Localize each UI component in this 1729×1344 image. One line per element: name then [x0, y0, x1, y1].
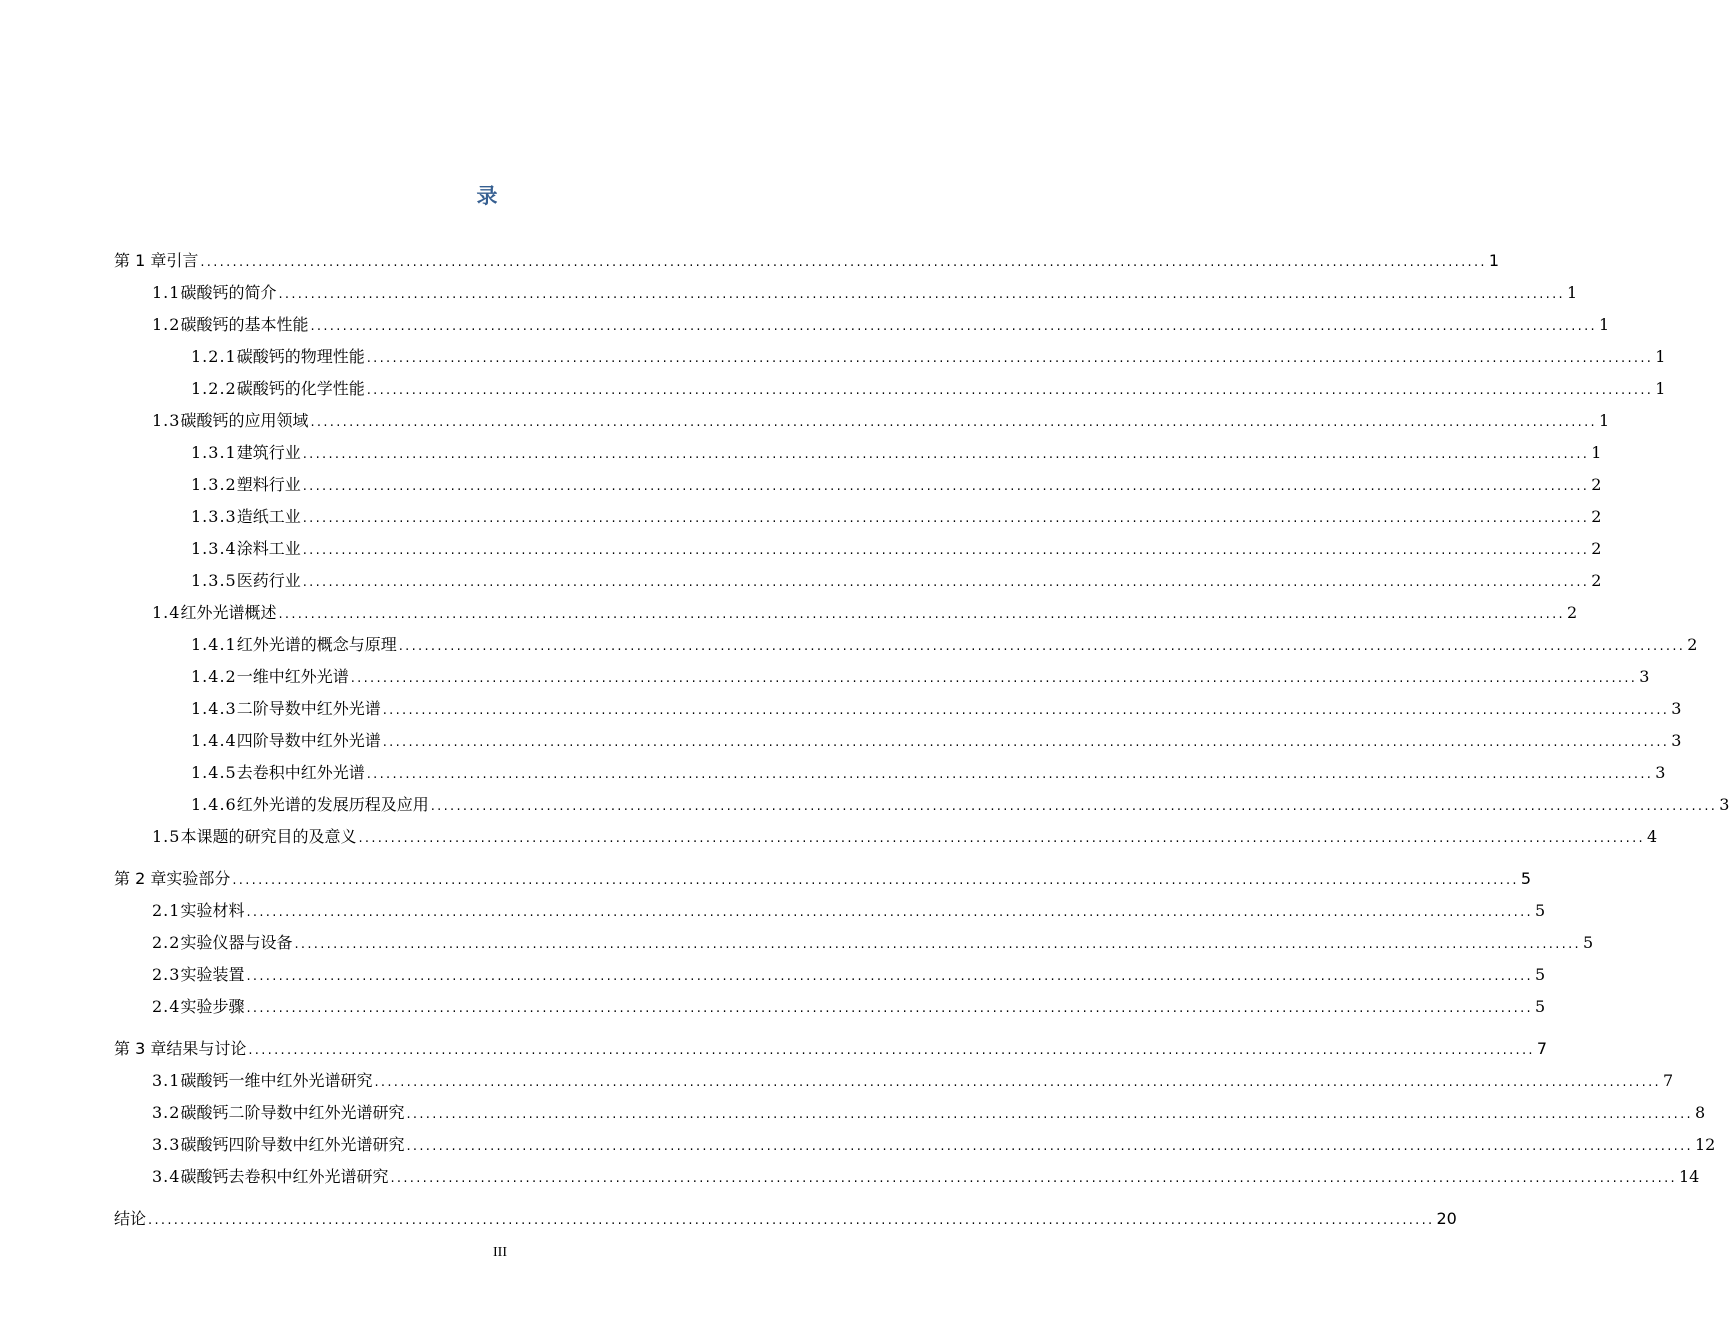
- toc-dot-leader: ........................................................................................................................................................................................................: [390, 1171, 1677, 1186]
- toc-entry[interactable]: [114, 1203, 1457, 1235]
- toc-entry-number: 1.3.5: [191, 571, 237, 590]
- toc-dot-leader: ........................................................................................................................................................................................................: [310, 319, 1597, 334]
- toc-entry[interactable]: [114, 437, 1602, 469]
- toc-entry-page: 7: [1536, 1039, 1548, 1058]
- toc-dot-leader: ........................................................................................................................................................................................................: [382, 703, 1670, 718]
- toc-entry-number: 第 3 章: [114, 1039, 167, 1058]
- toc-entry[interactable]: [114, 597, 1578, 629]
- toc-entry-number: 1.3.2: [191, 475, 237, 494]
- toc-entry-page: 1: [1591, 443, 1602, 462]
- toc-entry-number: 1.4.4: [191, 731, 237, 750]
- toc-entry[interactable]: [114, 405, 1610, 437]
- toc-entry-label: 实验材料: [180, 901, 245, 920]
- toc-entry[interactable]: [114, 959, 1546, 991]
- toc-entry-label: 碳酸钙的应用领域: [180, 411, 309, 430]
- toc-dot-leader: ........................................................................................................................................................................................................: [278, 607, 1565, 622]
- toc-entry-number: 1.2: [152, 315, 181, 334]
- toc-entry-label: 二阶导数中红外光谱: [236, 699, 381, 718]
- toc-dot-leader: ........................................................................................................................................................................................................: [350, 671, 1638, 686]
- toc-entry-page: 1: [1655, 379, 1666, 398]
- toc-entry[interactable]: [114, 927, 1594, 959]
- toc-entry-page: 3: [1671, 731, 1682, 750]
- toc-entry-number: 1.3.3: [191, 507, 237, 526]
- toc-entry-number: 2.2: [152, 933, 181, 952]
- toc-entry-number: 第 2 章: [114, 869, 167, 888]
- toc-entry-label: 红外光谱的发展历程及应用: [236, 795, 429, 814]
- toc-entry[interactable]: [114, 991, 1546, 1023]
- toc-entry-label: 碳酸钙一维中红外光谱研究: [180, 1071, 373, 1090]
- toc-entry[interactable]: [114, 245, 1500, 277]
- toc-entry-label: 塑料行业: [236, 475, 301, 494]
- toc-dot-leader: ........................................................................................................................................................................................................: [148, 1213, 1435, 1228]
- toc-entry-number: 3.3: [152, 1135, 181, 1154]
- toc-entry[interactable]: [114, 821, 1658, 853]
- toc-entry-page: 4: [1646, 827, 1658, 846]
- toc-entry-page: 2: [1591, 539, 1602, 558]
- toc-entry-number: 1.2.2: [191, 379, 237, 398]
- toc-entry-page: 5: [1534, 997, 1546, 1016]
- toc-entry-page: 5: [1582, 933, 1594, 952]
- toc-entry[interactable]: [114, 277, 1578, 309]
- toc-dot-leader: ........................................................................................................................................................................................................: [246, 905, 1533, 920]
- toc-entry-label: 医药行业: [236, 571, 301, 590]
- toc-entry-number: 1.4.3: [191, 699, 237, 718]
- toc-entry-page: 1: [1655, 347, 1666, 366]
- toc-entry[interactable]: [114, 565, 1602, 597]
- toc-entry-number: 1.3.4: [191, 539, 237, 558]
- toc-dot-leader: ........................................................................................................................................................................................................: [406, 1139, 1693, 1154]
- toc-dot-leader: ........................................................................................................................................................................................................: [302, 479, 1590, 494]
- toc-dot-leader: ........................................................................................................................................................................................................: [366, 351, 1654, 366]
- toc-entry-label: 碳酸钙的物理性能: [236, 347, 365, 366]
- toc-entry[interactable]: [114, 469, 1602, 501]
- toc-entry-page: 1: [1488, 251, 1500, 270]
- toc-entry-label: 实验步骤: [180, 997, 245, 1016]
- toc-entry[interactable]: [114, 309, 1610, 341]
- toc-dot-leader: ........................................................................................................................................................................................................: [302, 447, 1590, 462]
- toc-dot-leader: ........................................................................................................................................................................................................: [358, 831, 1645, 846]
- toc-entry-number: 1.4: [152, 603, 181, 622]
- toc-entry-label: 碳酸钙的基本性能: [180, 315, 309, 334]
- toc-entry-label: 结论: [114, 1209, 147, 1228]
- toc-entry-label: 红外光谱的概念与原理: [236, 635, 397, 654]
- toc-entry-label: 一维中红外光谱: [236, 667, 349, 686]
- toc-entry-number: 1.4.2: [191, 667, 237, 686]
- toc-entry[interactable]: [114, 533, 1602, 565]
- toc-entry-page: 2: [1566, 603, 1578, 622]
- toc-entry-page: 2: [1591, 571, 1602, 590]
- toc-entry-number: 1.4.6: [191, 795, 237, 814]
- toc-dot-leader: ........................................................................................................................................................................................................: [278, 287, 1565, 302]
- toc-entry-label: 碳酸钙二阶导数中红外光谱研究: [180, 1103, 405, 1122]
- toc-entry-number: 2.3: [152, 965, 181, 984]
- toc-entry-label: 碳酸钙去卷积中红外光谱研究: [180, 1167, 389, 1186]
- toc-entry-label: 去卷积中红外光谱: [236, 763, 365, 782]
- toc-dot-leader: ........................................................................................................................................................................................................: [246, 1001, 1533, 1016]
- toc-entry[interactable]: [114, 895, 1546, 927]
- toc-entry-number: 1.4.5: [191, 763, 237, 782]
- toc-entry-label: 建筑行业: [236, 443, 301, 462]
- toc-entry[interactable]: [114, 1033, 1548, 1065]
- toc-dot-leader: ........................................................................................................................................................................................................: [302, 543, 1590, 558]
- toc-entry[interactable]: [114, 863, 1532, 895]
- toc-entry-page: 1: [1598, 315, 1610, 334]
- toc-dot-leader: ........................................................................................................................................................................................................: [374, 1075, 1661, 1090]
- toc-entry-label: 实验仪器与设备: [180, 933, 293, 952]
- toc-entry[interactable]: [114, 341, 1666, 373]
- toc-dot-leader: ........................................................................................................................................................................................................: [302, 511, 1590, 526]
- toc-dot-leader: ........................................................................................................................................................................................................: [232, 873, 1519, 888]
- toc-entry[interactable]: [114, 501, 1602, 533]
- toc-entry-page: 2: [1591, 475, 1602, 494]
- toc-entry-page: 2: [1687, 635, 1698, 654]
- toc-entry-page: 3: [1655, 763, 1666, 782]
- toc-entry-page: 8: [1694, 1103, 1706, 1122]
- toc-entry-number: 2.1: [152, 901, 181, 920]
- toc-entry-label: 本课题的研究目的及意义: [180, 827, 357, 846]
- toc-entry[interactable]: [114, 1129, 1716, 1161]
- toc-dot-leader: ........................................................................................................................................................................................................: [248, 1043, 1535, 1058]
- toc-entry-page: 5: [1534, 901, 1546, 920]
- table-of-contents: [114, 245, 1729, 1235]
- toc-dot-leader: ........................................................................................................................................................................................................: [398, 639, 1686, 654]
- toc-entry[interactable]: [114, 693, 1682, 725]
- toc-dot-leader: ........................................................................................................................................................................................................: [246, 969, 1533, 984]
- toc-entry-page: 3: [1639, 667, 1650, 686]
- toc-entry-label: 四阶导数中红外光谱: [236, 731, 381, 750]
- toc-entry-label: 红外光谱概述: [180, 603, 277, 622]
- toc-entry[interactable]: [114, 1097, 1706, 1129]
- toc-title: 录: [476, 184, 498, 208]
- toc-entry-number: 1.2.1: [191, 347, 237, 366]
- toc-entry-number: 2.4: [152, 997, 181, 1016]
- toc-entry-label: 实验部分: [166, 869, 231, 888]
- toc-entry-page: 2: [1591, 507, 1602, 526]
- toc-dot-leader: ........................................................................................................................................................................................................: [310, 415, 1597, 430]
- page-number-footer: III: [493, 1245, 507, 1260]
- toc-entry-number: 第 1 章: [114, 251, 167, 270]
- toc-dot-leader: ........................................................................................................................................................................................................: [406, 1107, 1693, 1122]
- toc-entry-page: 7: [1662, 1071, 1674, 1090]
- toc-dot-leader: ........................................................................................................................................................................................................: [366, 767, 1654, 782]
- toc-entry-page: 14: [1678, 1167, 1700, 1186]
- toc-entry[interactable]: [114, 757, 1666, 789]
- toc-dot-leader: ........................................................................................................................................................................................................: [294, 937, 1581, 952]
- toc-entry-number: 1.4.1: [191, 635, 237, 654]
- toc-entry[interactable]: [114, 1065, 1674, 1097]
- toc-entry-number: 3.2: [152, 1103, 181, 1122]
- toc-entry-number: 1.3.1: [191, 443, 237, 462]
- toc-entry-page: 3: [1719, 795, 1729, 814]
- toc-entry-label: 实验装置: [180, 965, 245, 984]
- toc-entry-label: 结果与讨论: [166, 1039, 247, 1058]
- toc-entry-label: 引言: [166, 251, 199, 270]
- toc-entry[interactable]: [114, 661, 1650, 693]
- toc-dot-leader: ........................................................................................................................................................................................................: [200, 255, 1487, 270]
- toc-entry[interactable]: [114, 1161, 1700, 1193]
- toc-entry-label: 碳酸钙的化学性能: [236, 379, 365, 398]
- toc-dot-leader: ........................................................................................................................................................................................................: [366, 383, 1654, 398]
- toc-entry-number: 1.1: [152, 283, 181, 302]
- toc-entry-label: 涂料工业: [236, 539, 301, 558]
- toc-entry-page: 12: [1694, 1135, 1716, 1154]
- toc-entry-page: 20: [1436, 1209, 1457, 1228]
- toc-entry-page: 5: [1520, 869, 1532, 888]
- toc-entry-page: 1: [1566, 283, 1578, 302]
- toc-entry[interactable]: [114, 629, 1698, 661]
- toc-dot-leader: ........................................................................................................................................................................................................: [382, 735, 1670, 750]
- toc-entry-number: 1.3: [152, 411, 181, 430]
- toc-dot-leader: ........................................................................................................................................................................................................: [302, 575, 1590, 590]
- toc-entry-number: 3.1: [152, 1071, 181, 1090]
- toc-entry-number: 1.5: [152, 827, 181, 846]
- toc-entry-number: 3.4: [152, 1167, 181, 1186]
- toc-entry-page: 5: [1534, 965, 1546, 984]
- toc-entry-page: 1: [1598, 411, 1610, 430]
- toc-entry[interactable]: [114, 789, 1729, 821]
- toc-entry-label: 造纸工业: [236, 507, 301, 526]
- toc-entry-page: 3: [1671, 699, 1682, 718]
- toc-entry[interactable]: [114, 373, 1666, 405]
- toc-entry[interactable]: [114, 725, 1682, 757]
- toc-entry-label: 碳酸钙四阶导数中红外光谱研究: [180, 1135, 405, 1154]
- toc-dot-leader: ........................................................................................................................................................................................................: [430, 799, 1718, 814]
- toc-entry-label: 碳酸钙的简介: [180, 283, 277, 302]
